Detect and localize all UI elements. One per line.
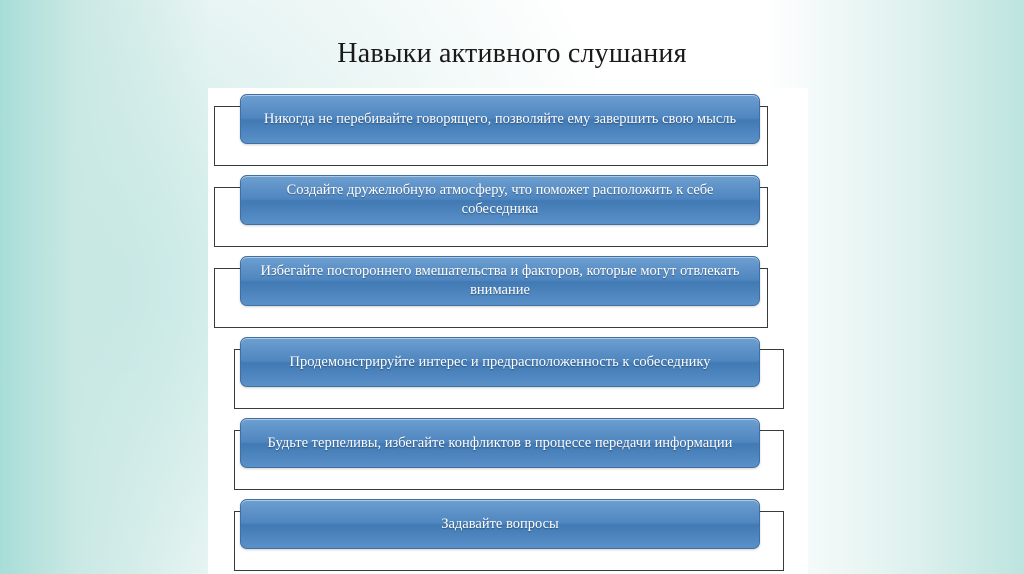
diagram-item-2-label: Создайте дружелюбную атмосферу, что поможет расположить к себе собеседника bbox=[286, 182, 714, 217]
diagram-row-1 bbox=[208, 88, 808, 169]
page-title: Навыки активного слушания bbox=[337, 38, 687, 69]
diagram-row-5 bbox=[208, 412, 808, 493]
diagram-rows bbox=[208, 88, 808, 574]
diagram-area bbox=[208, 88, 808, 574]
diagram-item-1[interactable] bbox=[240, 94, 760, 144]
diagram-row-6 bbox=[208, 493, 808, 574]
diagram-item-4[interactable] bbox=[240, 337, 760, 387]
diagram-item-3[interactable] bbox=[240, 256, 760, 306]
diagram-item-5[interactable] bbox=[240, 418, 760, 468]
diagram-row-4 bbox=[208, 331, 808, 412]
diagram-row-2 bbox=[208, 169, 808, 250]
diagram-item-2[interactable] bbox=[240, 175, 760, 225]
diagram-row-3 bbox=[208, 250, 808, 331]
diagram-item-6-label: Задавайте вопросы bbox=[441, 515, 559, 532]
diagram-item-3-label: Избегайте постороннего вмешательства и факторов, которые могут отвлекать внимание bbox=[260, 263, 740, 298]
diagram-item-6[interactable] bbox=[240, 499, 760, 549]
diagram-item-5-label: Будьте терпеливы, избегайте конфликтов в процессе передачи информации bbox=[267, 434, 733, 451]
diagram-item-4-label: Продемонстрируйте интерес и предрасположенность к собеседнику bbox=[289, 353, 711, 370]
diagram-item-1-label: Никогда не перебивайте говорящего, позволяйте ему завершить свою мысль bbox=[263, 110, 737, 127]
